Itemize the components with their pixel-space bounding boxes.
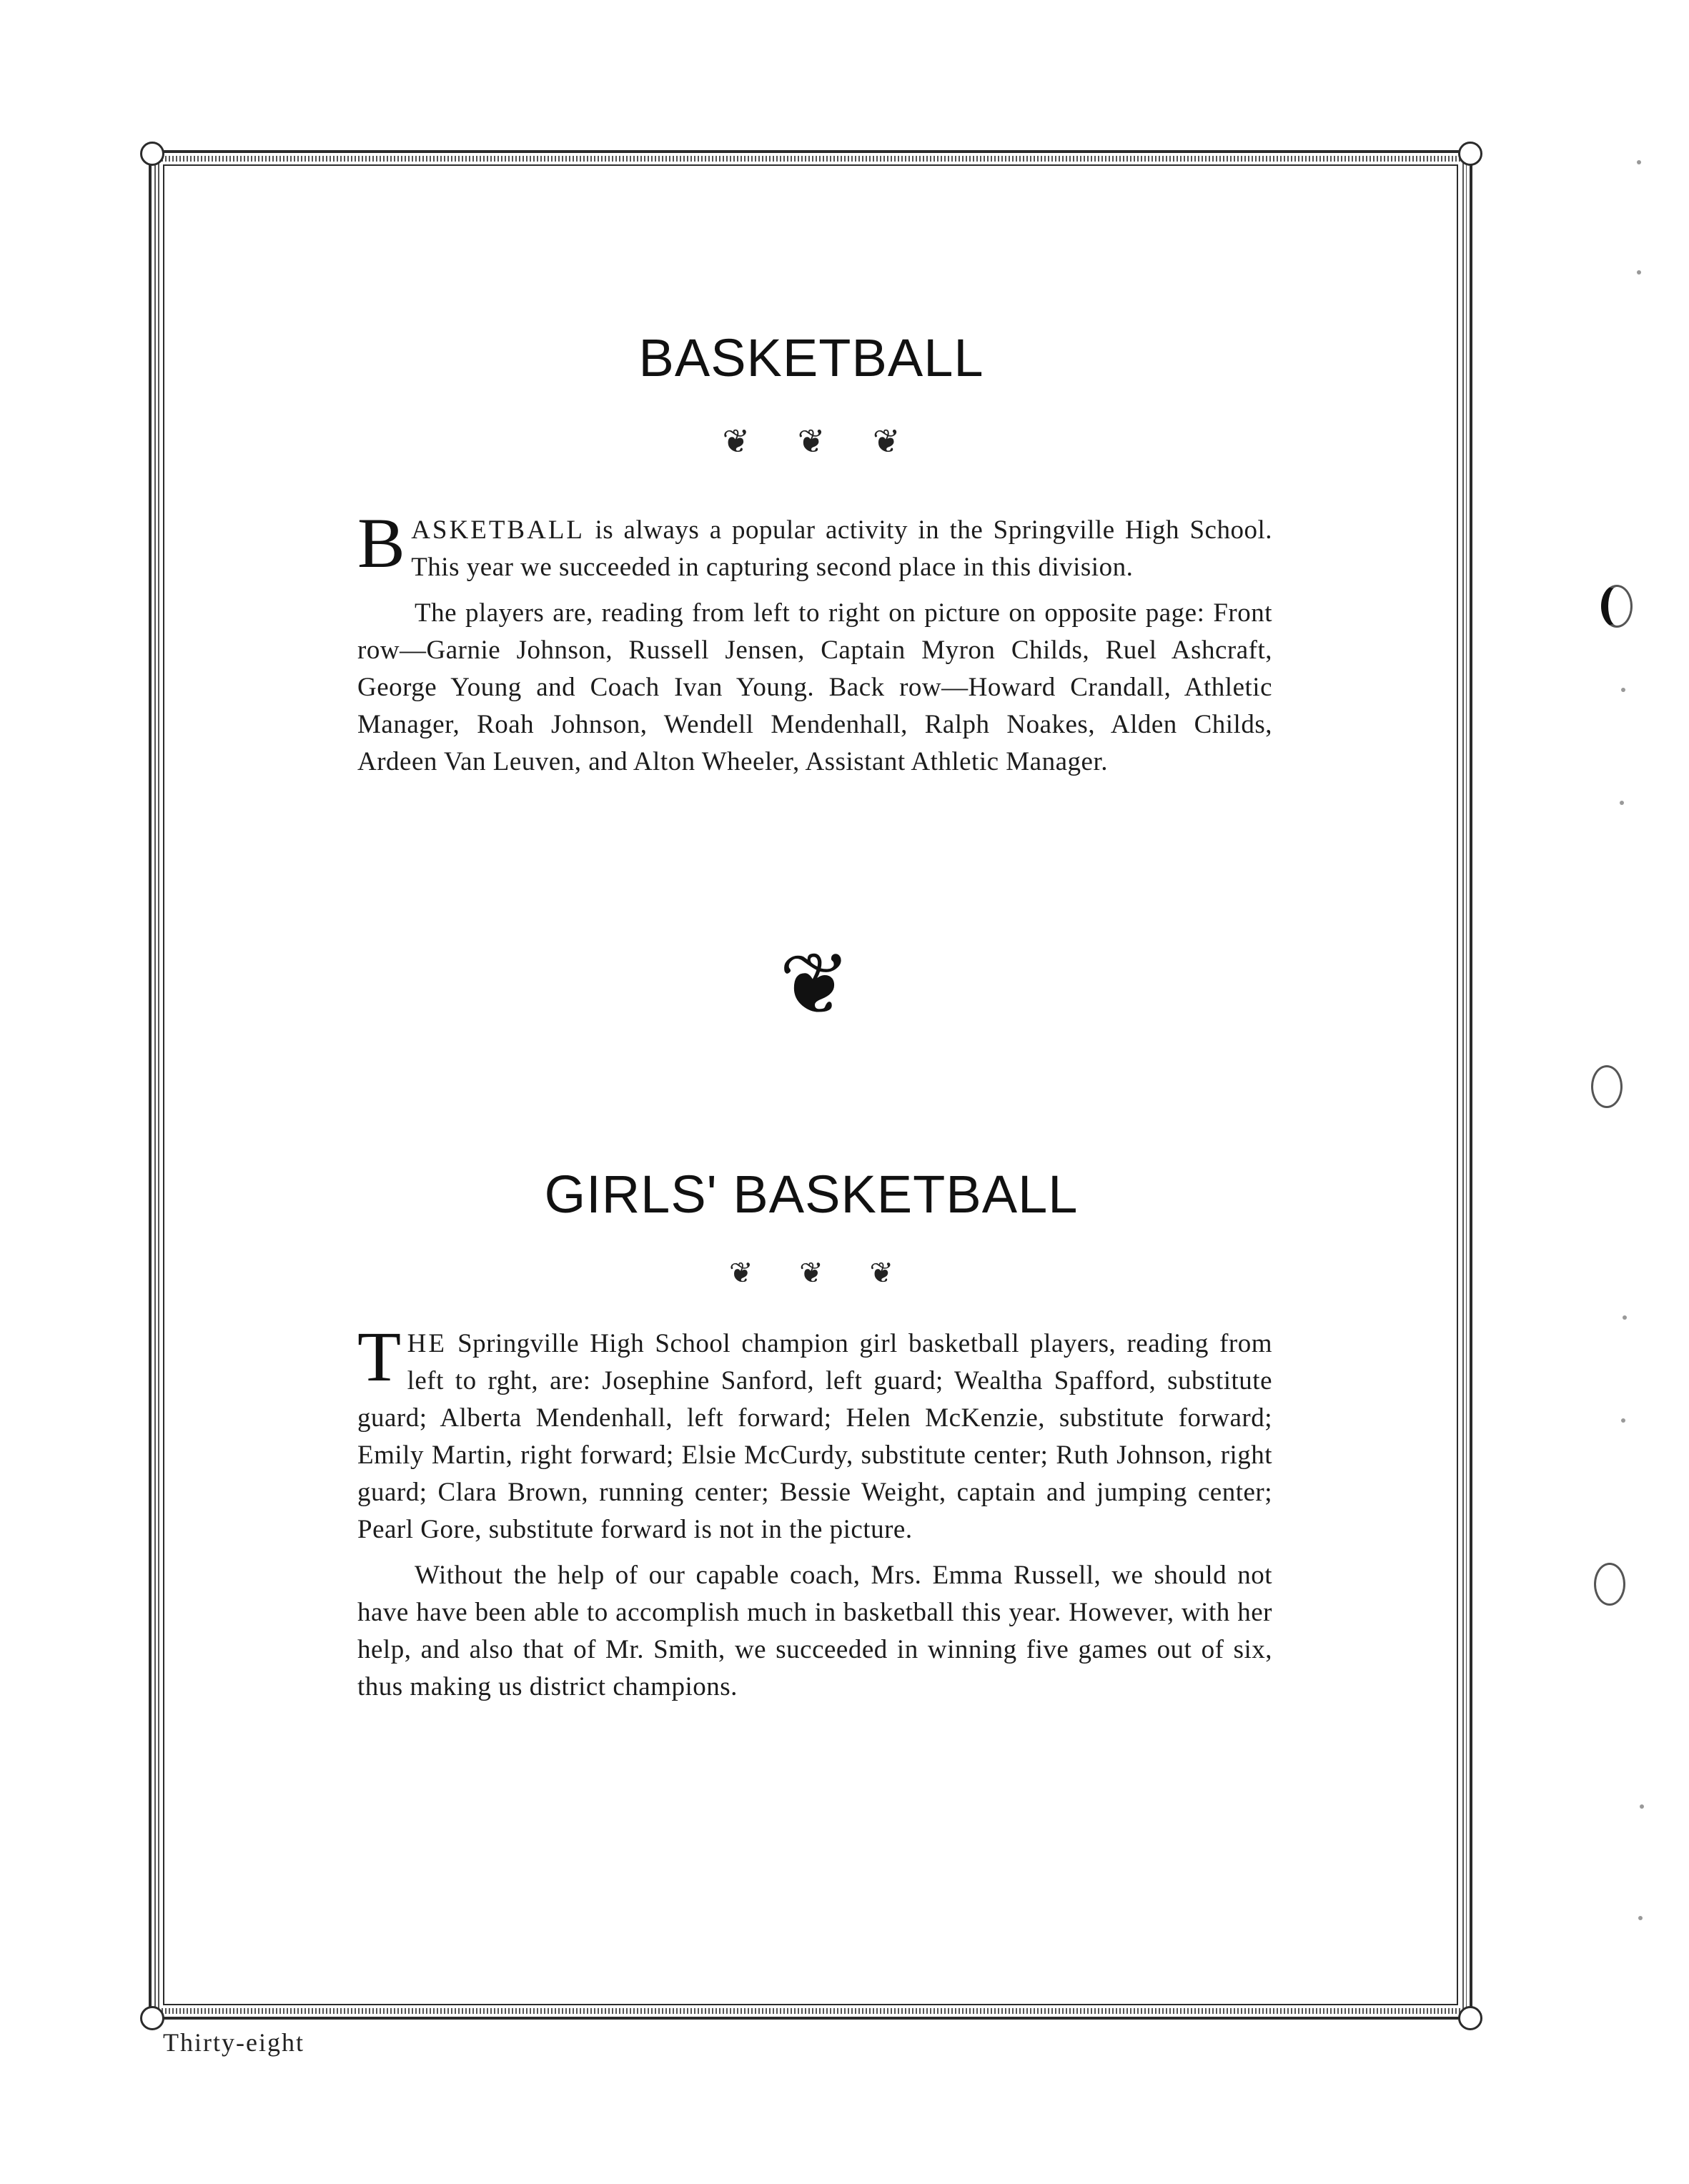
coach-paragraph: Without the help of our capable coach, Mrs. Emma Russell, we should not have have been able to accomplish much in basketball this year. However, with her help, and also that of Mr. Smith, we succeeded in winning five games out of six, thus making us district champions.: [357, 1561, 1272, 1701]
paper-speck: [1621, 1418, 1625, 1423]
paragraph-text: Springville High School champion girl basketball players, reading from left to rght, are: Josephine Sanford, left guard; Wealtha Spafford, substitute guard; Alberta Mendenhall, left forward; Helen McKenzie, substitute forward; Emily Martin, right forward; Elsie McCurdy, substitute center; Ruth Johnson, right guard; Clara Brown, running center; Bessie Weight, captain and jumping center; Pearl Gore, substitute forward is not in the picture.: [357, 1329, 1272, 1544]
paragraph-text: is always a popular activity in the Springville High School. This year we succeeded in capturing second place in this division.: [411, 515, 1272, 582]
corner-ornament-top-left: [140, 142, 164, 166]
binder-hole: [1601, 585, 1633, 628]
fleuron-icon: ❦: [729, 1257, 753, 1290]
paper-speck: [1623, 1315, 1627, 1320]
paper-speck: [1638, 1916, 1643, 1920]
drop-cap: B: [357, 503, 406, 583]
paper-speck: [1637, 160, 1641, 164]
fleuron-icon: ❦: [872, 422, 901, 460]
girls-basketball-heading: GIRLS' BASKETBALL: [544, 1165, 1079, 1224]
corner-ornament-bottom-right: [1458, 2006, 1482, 2030]
fleuron-icon: ❦: [778, 935, 851, 1034]
corner-ornament-bottom-left: [140, 2006, 164, 2030]
binder-hole: [1591, 1065, 1623, 1108]
article-paragraph: [357, 503, 1272, 586]
paper-speck: [1637, 270, 1641, 275]
drop-cap: T: [357, 1317, 402, 1396]
binder-hole: [1594, 1563, 1625, 1606]
lead-in: HE: [407, 1329, 447, 1358]
players-paragraph: The players are, reading from left to right on picture on opposite page: Front row—Garnie Johnson, Russell Jensen, Captain Myron Childs, Ruel Ashcraft, George Young and Coach Ivan Young. Back row—Howard Crandall, Athletic Manager, Roah Johnson, Wendell Mendenhall, Ralph Noakes, Alden Childs, Ardeen Van Leuven, and Alton Wheeler, Assistant Athletic Manager.: [357, 598, 1272, 776]
basketball-article: [357, 503, 1272, 789]
corner-ornament-top-right: [1458, 142, 1482, 166]
page-number: Thirty-eight: [163, 2028, 304, 2057]
fleuron-icon: ❦: [722, 422, 751, 460]
article-paragraph: [357, 1317, 1272, 1548]
paper-speck: [1621, 688, 1625, 692]
fleuron-icon: ❦: [869, 1257, 893, 1290]
basketball-heading: BASKETBALL: [638, 328, 984, 387]
girls-basketball-article: [357, 1317, 1272, 1714]
paper-speck: [1620, 801, 1624, 805]
heading-ornament-row: [0, 422, 1623, 460]
paper-speck: [1640, 1804, 1644, 1809]
fleuron-icon: ❦: [797, 422, 826, 460]
fleuron-icon: ❦: [799, 1257, 823, 1290]
lead-in: ASKETBALL: [411, 515, 585, 545]
heading-ornament-row: [0, 1257, 1623, 1290]
